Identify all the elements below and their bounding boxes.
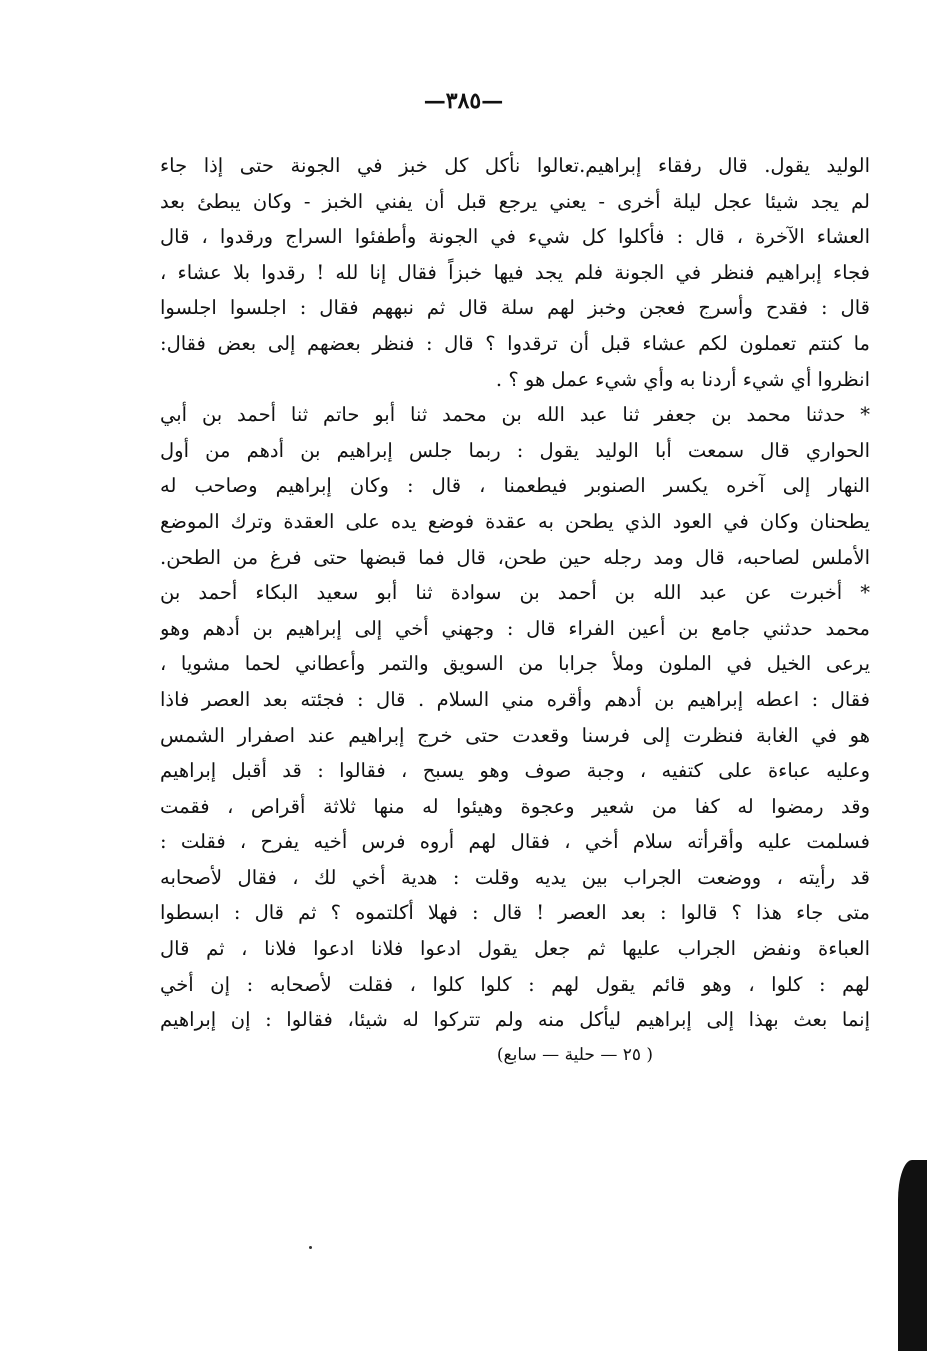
- signature-footer: ( ٢٥ — حلية — سابع): [496, 1044, 654, 1065]
- body-text: [160, 148, 870, 1073]
- text-line: وعليه عباءة على كتفيه ، وجبة صوف وهو يسبح ، فقالوا : قد أقبل إبراهيم: [160, 759, 870, 783]
- text-line: لهم : كلوا ، وهو قائم يقول لهم : كلوا كلوا ، فقلت لأصحابه : إن أخي: [160, 972, 870, 996]
- text-line: الأملس لصاحبه، قال ومد رجله حين طحن، قال فما قبضها حتى فرغ من الطحن.: [160, 545, 870, 569]
- text-line: إنما بعث بهذا إلى إبراهيم ليأكل منه ولم تتركوا له شيئا، فقالوا : إن إبراهيم: [160, 1008, 870, 1032]
- text-line: هو في الغابة فنظرت إلى فرسنا وقعدت حتى خرج إبراهيم عند اصفرار الشمس: [160, 723, 870, 747]
- text-line: لم يجد شيئا عجل ليلة أخرى - يعني يرجع قبل أن يفني الخبز - وكان يبطئ بعد: [160, 189, 870, 213]
- text-line: وقد رمضوا له كفا من شعير وعجوة وهيئوا له منها ثلاثة أقراص ، فقمت: [160, 794, 870, 818]
- text-line: قال : فقدح وأسرج فعجن وخبز لهم سلة قال ثم نبههم فقال : اجلسوا اجلسوا: [160, 296, 870, 320]
- text-line: * أخبرت عن عبد الله بن أحمد بن سوادة ثنا أبو سعيد البكاء أحمد بن: [160, 581, 870, 605]
- text-line: محمد حدثني جامع بن أعين الفراء قال : وجهني أخي إلى إبراهيم بن أدهم وهو: [160, 616, 870, 640]
- text-line: العشاء الآخرة ، قال : فأكلوا كل شيء في الجونة وأطفئوا السراج ورقدوا ، قال: [160, 225, 870, 249]
- text-line: الحواري قال سمعت أبا الوليد يقول : ربما جلس إبراهيم بن أدهم من أول: [160, 438, 870, 462]
- text-line: فسلمت عليه وأقرأته سلام أخي ، فقال لهم أروه فرس أخيه يفرح ، فقلت :: [160, 830, 870, 854]
- text-line: النهار إلى آخره يكسر الصنوبر فيطعمنا ، قال : وكان إبراهيم وصاحب له: [160, 474, 870, 498]
- text-line: يطحنان وكان في العود الذي يطحن به عقدة فوضع يده على العقدة وترك الموضع: [160, 509, 870, 533]
- text-line: ما كنتم تعملون لكم عشاء قبل أن ترقدوا ؟ قال : فنظر بعضهم إلى بعض فقال:: [160, 331, 870, 355]
- text-line: * حدثنا محمد بن جعفر ثنا عبد الله بن محمد ثنا أبو حاتم ثنا أحمد بن أبي: [160, 403, 870, 427]
- text-line: الوليد يقول. قال رفقاء إبراهيم.تعالوا نأكل كل خبز في الجونة حتى إذا جاء: [160, 154, 870, 177]
- text-line: فقال : اعطه إبراهيم بن أدهم وأقره مني السلام . قال : فجئته بعد العصر فاذا: [160, 687, 870, 711]
- text-line: فجاء إبراهيم فنظر في الجونة فلم يجد فيها خبزاً فقال إنا لله ! رقدوا بلا عشاء ،: [160, 260, 870, 284]
- scan-speck: [309, 1246, 312, 1249]
- text-line: يرعى الخيل في الملون وملأ جرابا من السويق والتمر وأعطاني لحما مشويا ،: [160, 652, 870, 676]
- text-line: العباءة ونفض الجراب عليها ثم جعل يقول ادعوا فلانا ادعوا فلانا ، ثم قال: [160, 937, 870, 961]
- text-line: قد رأيته ، ووضعت الجراب بين يديه وقلت : هدية أخي لك ، فقال لأصحابه: [160, 865, 870, 889]
- text-line: متى جاء هذا ؟ قالوا : بعد العصر ! قال : فهلا أكلتموه ؟ ثم قال : ابسطوا: [160, 901, 870, 925]
- text-line: انظروا أي شيء أردنا به وأي شيء عمل هو ؟ .: [495, 367, 870, 391]
- page-number: —٣٨٥—: [423, 88, 504, 114]
- scan-binding-edge: [898, 1160, 927, 1351]
